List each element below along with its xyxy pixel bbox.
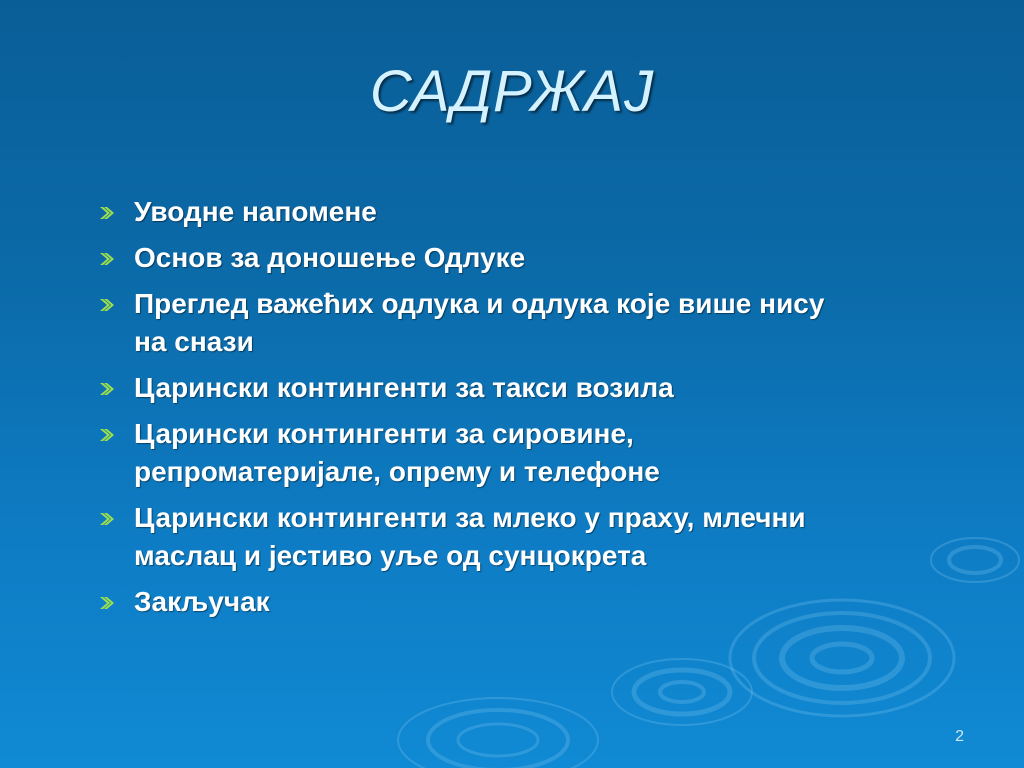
bullet-item-text: Царински контингенти за сировине,: [134, 418, 634, 449]
bullet-item-text: Царински контингенти за млеко у праху, млечни: [134, 502, 806, 533]
arrow-bullet-icon: [98, 511, 116, 527]
bullet-item-text: Закључак: [134, 586, 270, 617]
arrow-bullet-icon: [98, 595, 116, 611]
arrow-bullet-icon: [98, 297, 116, 313]
arrow-bullet-icon: [98, 251, 116, 267]
bullet-item-text: Основ за доношење Одлуке: [134, 242, 526, 273]
bullet-item: [98, 239, 988, 277]
arrow-bullet-icon: [98, 205, 116, 221]
bullet-item-text: репроматеријале, опрему и телефоне: [134, 456, 660, 487]
bullet-item: [98, 285, 988, 361]
bullet-item: [98, 499, 988, 575]
bullet-item-text: на снази: [134, 326, 254, 357]
bullet-item-text: Уводне напомене: [134, 196, 377, 227]
bullet-item: [98, 369, 988, 407]
bullet-item: [98, 193, 988, 231]
bullet-item: [98, 415, 988, 491]
arrow-bullet-icon: [98, 381, 116, 397]
bullet-item-text: маслац и јестиво уље од сунцокрета: [134, 540, 647, 571]
bullet-item: [98, 583, 988, 621]
arrow-bullet-icon: [98, 427, 116, 443]
bullet-item-text: Царински контингенти за такси возила: [134, 372, 674, 403]
bullet-item-text: Преглед важећих одлука и одлука које више нису: [134, 288, 825, 319]
page-number: 2: [955, 728, 964, 745]
bullet-list: [98, 193, 988, 629]
slide-title: САДРЖАЈ: [369, 59, 655, 124]
